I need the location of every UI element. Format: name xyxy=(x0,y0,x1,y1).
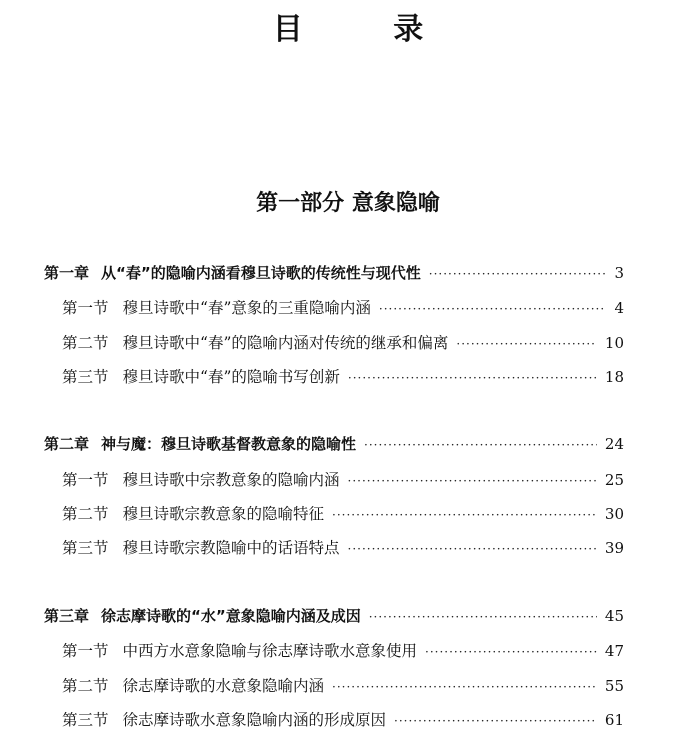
chapter-title: 神与魔：穆旦诗歌基督教意象的隐喻性 xyxy=(101,435,357,453)
section-number: 第三节 xyxy=(62,368,109,386)
page-number: 39 xyxy=(604,539,624,557)
toc-section[interactable] xyxy=(62,468,624,490)
page-number: 25 xyxy=(604,471,624,489)
chapter-number: 第一章 xyxy=(44,264,90,282)
chapter-title: 徐志摩诗歌的“水”意象隐喻内涵及成因 xyxy=(101,607,361,625)
toc-section[interactable] xyxy=(62,536,624,558)
section-title: 穆旦诗歌中宗教意象的隐喻内涵 xyxy=(122,471,340,489)
dot-leader xyxy=(429,267,607,281)
toc-section[interactable] xyxy=(62,639,624,661)
dot-leader xyxy=(348,542,597,556)
page-number: 4 xyxy=(614,299,624,317)
page-number: 18 xyxy=(604,368,624,386)
page-number: 10 xyxy=(604,334,624,352)
section-number: 第二节 xyxy=(62,505,109,523)
dot-leader xyxy=(332,508,597,522)
section-number: 第三节 xyxy=(62,711,109,729)
dot-leader xyxy=(348,371,597,385)
toc-section[interactable] xyxy=(62,365,624,387)
section-number: 第一节 xyxy=(62,642,109,660)
toc-chapter-3[interactable] xyxy=(44,605,624,626)
section-title: 徐志摩诗歌水意象隐喻内涵的形成原因 xyxy=(122,711,387,729)
section-number: 第一节 xyxy=(62,471,109,489)
page-number: 47 xyxy=(604,642,624,660)
dot-leader xyxy=(364,438,597,452)
section-title: 穆旦诗歌宗教隐喻中的话语特点 xyxy=(122,539,340,557)
section-title: 中西方水意象隐喻与徐志摩诗歌水意象使用 xyxy=(122,642,418,660)
page-number: 61 xyxy=(604,711,624,729)
toc-section[interactable] xyxy=(62,708,624,730)
page-title: 目 录 xyxy=(272,12,464,47)
toc-section[interactable] xyxy=(62,674,624,696)
toc-chapter-2[interactable] xyxy=(44,433,624,454)
part-title: 第一部分 意象隐喻 xyxy=(256,191,440,216)
toc-section[interactable] xyxy=(62,296,624,318)
section-title: 穆旦诗歌中“春”的隐喻书写创新 xyxy=(122,368,340,386)
chapter-number: 第二章 xyxy=(44,435,90,453)
dot-leader xyxy=(332,680,597,694)
chapter-number: 第三章 xyxy=(44,607,90,625)
chapter-title: 从“春”的隐喻内涵看穆旦诗歌的传统性与现代性 xyxy=(101,264,421,282)
dot-leader xyxy=(456,337,597,351)
toc-section[interactable] xyxy=(62,331,624,353)
dot-leader xyxy=(369,610,597,624)
dot-leader xyxy=(379,302,607,316)
toc-section[interactable] xyxy=(62,502,624,524)
section-title: 穆旦诗歌中“春”意象的三重隐喻内涵 xyxy=(122,299,371,317)
page-number: 24 xyxy=(604,435,624,453)
section-title: 徐志摩诗歌的水意象隐喻内涵 xyxy=(122,677,325,695)
section-title: 穆旦诗歌宗教意象的隐喻特征 xyxy=(122,505,325,523)
page-number: 3 xyxy=(614,264,624,282)
dot-leader xyxy=(348,474,597,488)
page-number: 30 xyxy=(604,505,624,523)
section-number: 第二节 xyxy=(62,677,109,695)
dot-leader xyxy=(394,714,597,728)
section-number: 第一节 xyxy=(62,299,109,317)
page-number: 45 xyxy=(604,607,624,625)
toc-chapter-1[interactable] xyxy=(44,262,624,283)
section-number: 第二节 xyxy=(62,334,109,352)
dot-leader xyxy=(425,645,597,659)
page-number: 55 xyxy=(604,677,624,695)
section-number: 第三节 xyxy=(62,539,109,557)
section-title: 穆旦诗歌中“春”的隐喻内涵对传统的继承和偏离 xyxy=(122,334,449,352)
